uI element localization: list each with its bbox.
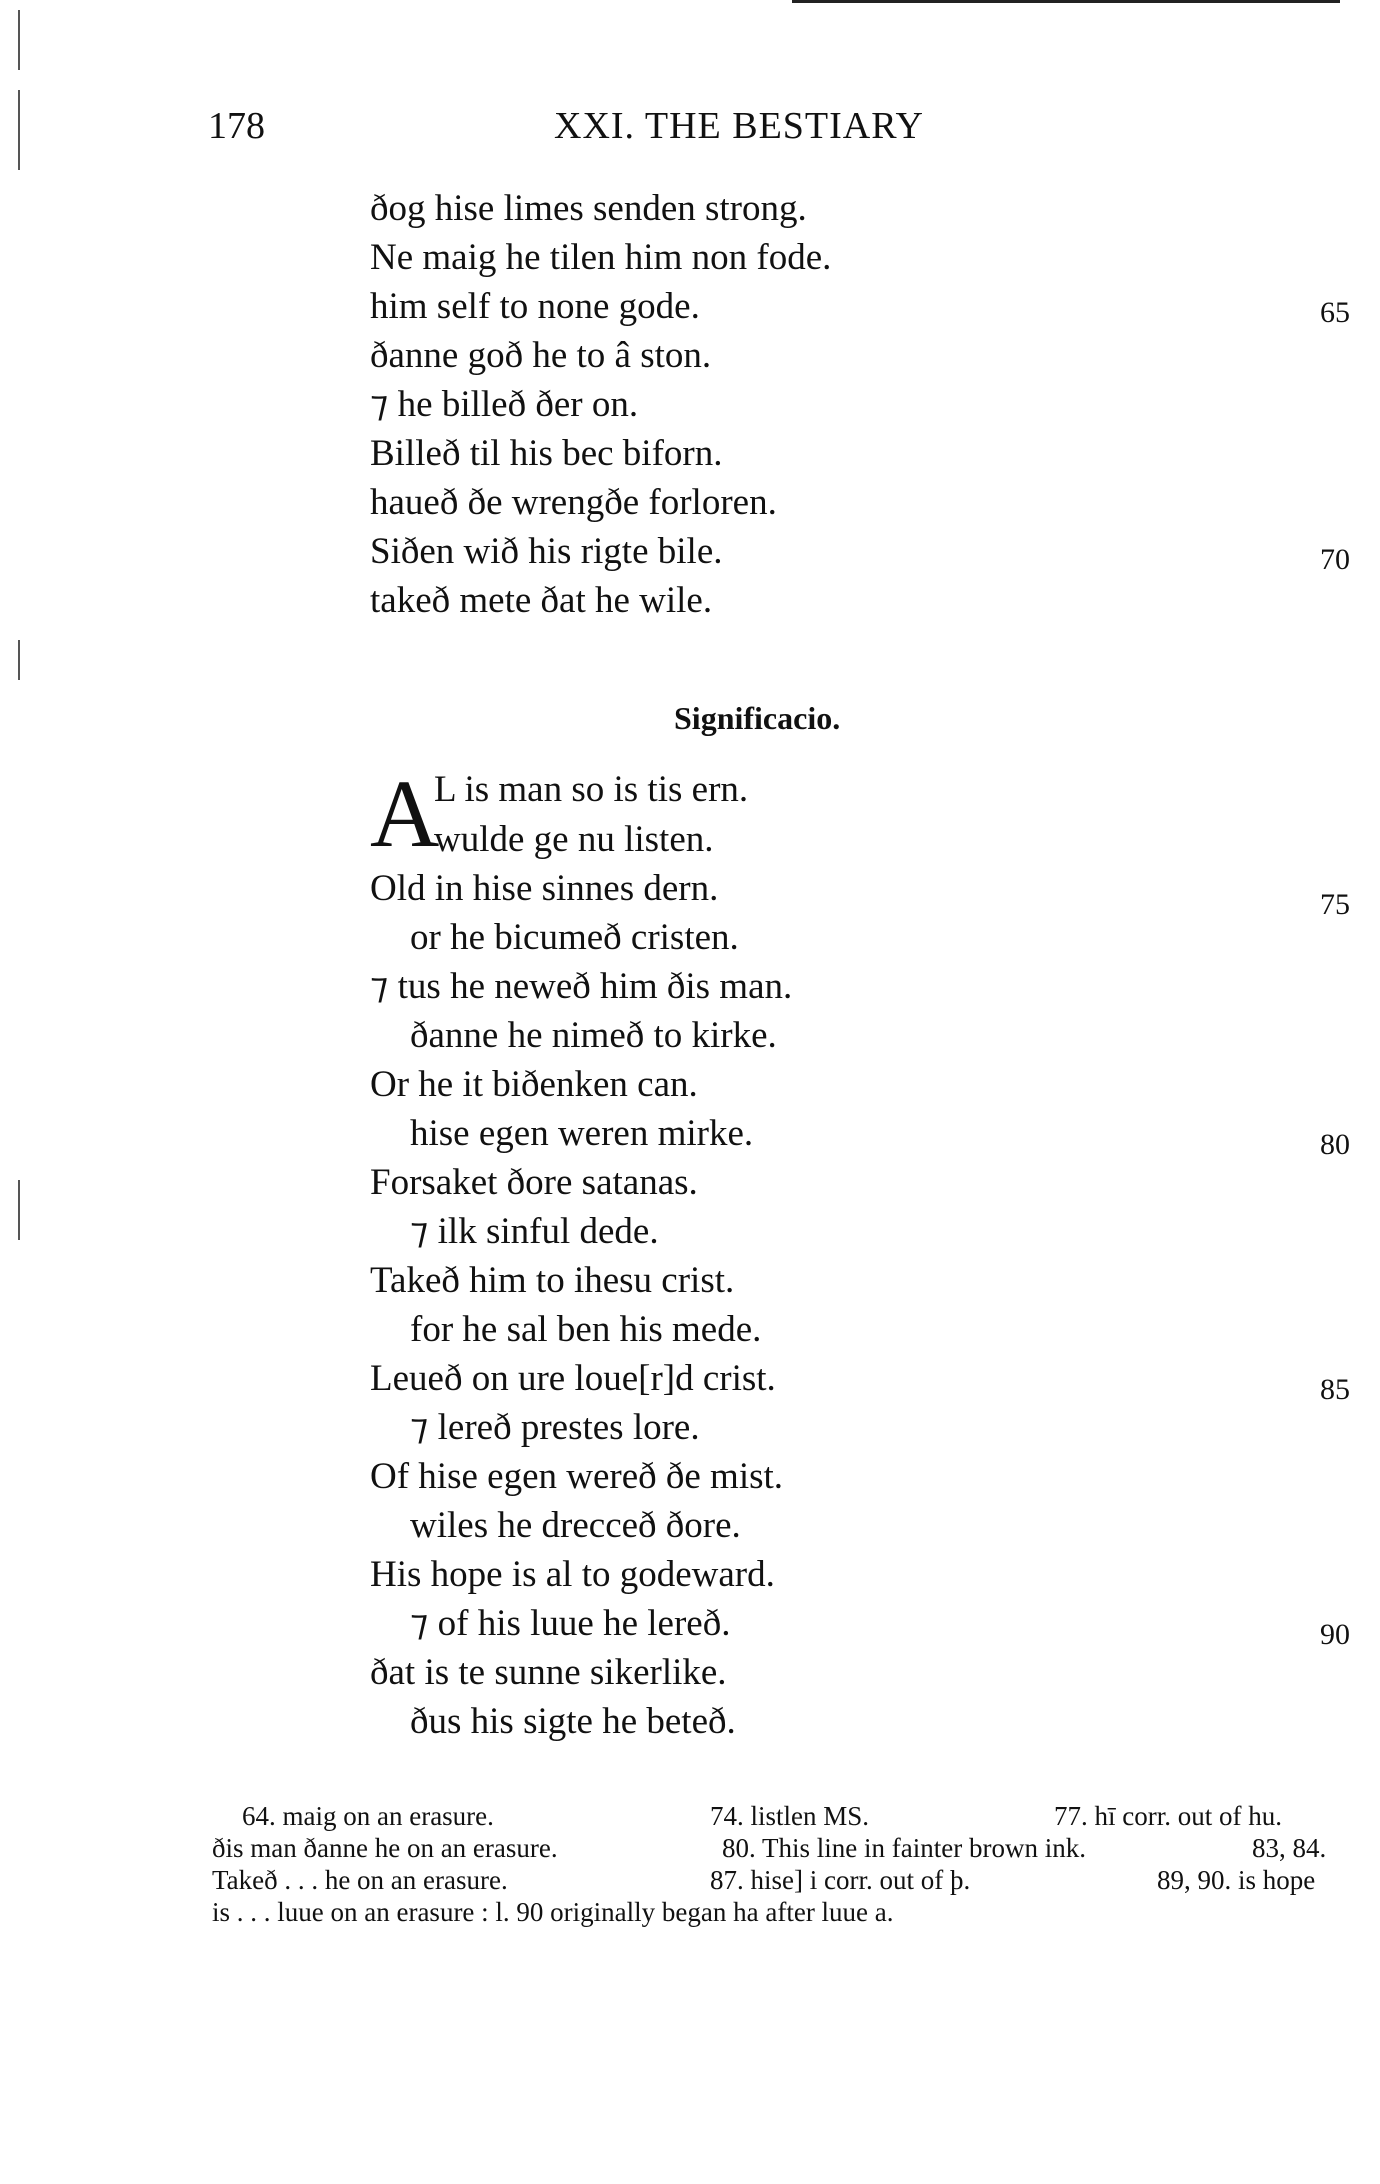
page-number: 178 [208, 105, 265, 147]
verse-line: ⁊ of his luue he lereð. [410, 1603, 731, 1644]
verse-line: hise egen weren mirke. [410, 1113, 754, 1154]
footnote: is . . . luue on an erasure : l. 90 originally began ha after luue a. [212, 1897, 894, 1927]
verse-line: ðog hise limes senden strong. [370, 188, 807, 229]
footnote: 83, 84. [1252, 1833, 1327, 1863]
verse-line: ⁊ tus he neweð him ðis man. [370, 966, 793, 1007]
verse-line: wulde ge nu listen. [434, 819, 714, 860]
verse-line: Old in hise sinnes dern. [370, 868, 719, 909]
footnote: 64. maig on an erasure. [242, 1801, 494, 1831]
margin-mark [18, 10, 20, 70]
footnote: 89, 90. is hope [1157, 1865, 1316, 1895]
verse-line: Forsaket ðore satanas. [370, 1162, 698, 1203]
verse-line: ⁊ he billeð ðer on. [370, 384, 639, 425]
running-title: XXI. THE BESTIARY [554, 105, 924, 147]
footnote-row [212, 1800, 1362, 1832]
line-number: 90 [1320, 1618, 1350, 1651]
verse-line: L is man so is tis ern. [434, 769, 749, 810]
drop-cap: A [370, 760, 440, 867]
margin-mark [18, 640, 20, 680]
top-rule [792, 0, 1340, 3]
section-heading: Significacio. [674, 700, 841, 736]
line-number: 75 [1320, 888, 1350, 921]
line-number: 85 [1320, 1373, 1350, 1406]
verse-line: Billeð til his bec biforn. [370, 433, 723, 474]
verse-line: Siðen wið his rigte bile. [370, 531, 723, 572]
verse-line: ðus his sigte he beteð. [410, 1701, 736, 1742]
verse-line: wiles he drecceð ðore. [410, 1505, 741, 1546]
verse-line: ⁊ lereð prestes lore. [410, 1407, 700, 1448]
footnote: 87. hise] i corr. out of þ. [710, 1865, 971, 1895]
footnote: Takeð . . . he on an erasure. [212, 1865, 508, 1895]
verse-line: ðat is te sunne sikerlike. [370, 1652, 727, 1693]
verse-line: ⁊ ilk sinful dede. [410, 1211, 659, 1252]
verse-line: Ne maig he tilen him non fode. [370, 237, 832, 278]
verse-line: Of hise egen wereð ðe mist. [370, 1456, 784, 1497]
verse-line: Or he it biðenken can. [370, 1064, 698, 1105]
footnote: 80. This line in fainter brown ink. [722, 1833, 1086, 1863]
line-number: 80 [1320, 1128, 1350, 1161]
verse-line: haueð ðe wrengðe forloren. [370, 482, 777, 523]
footnotes [212, 1800, 1362, 1928]
line-number: 65 [1320, 296, 1350, 329]
footnote-row [212, 1896, 1362, 1928]
footnote-row [212, 1832, 1362, 1864]
verse-line: ðanne goð he to â ston. [370, 335, 712, 376]
verse-line: Takeð him to ihesu crist. [370, 1260, 735, 1301]
margin-mark [18, 90, 20, 170]
footnote: 74. listlen MS. [710, 1801, 870, 1831]
verse-line: or he bicumeð cristen. [410, 917, 739, 958]
verse-line: him self to none gode. [370, 286, 700, 327]
margin-mark [18, 1180, 20, 1240]
line-number: 70 [1320, 543, 1350, 576]
verse-line: takeð mete ðat he wile. [370, 580, 713, 621]
verse-line: His hope is al to godeward. [370, 1554, 775, 1595]
footnote: ðis man ðanne he on an erasure. [212, 1833, 558, 1863]
verse-line: for he sal ben his mede. [410, 1309, 762, 1350]
verse-line: ðanne he nimeð to kirke. [410, 1015, 777, 1056]
verse-line: Leueð on ure loue[r]d crist. [370, 1358, 776, 1399]
page-header [208, 104, 1208, 148]
footnote-row [212, 1864, 1362, 1896]
footnote: 77. hī corr. out of hu. [1054, 1801, 1282, 1831]
